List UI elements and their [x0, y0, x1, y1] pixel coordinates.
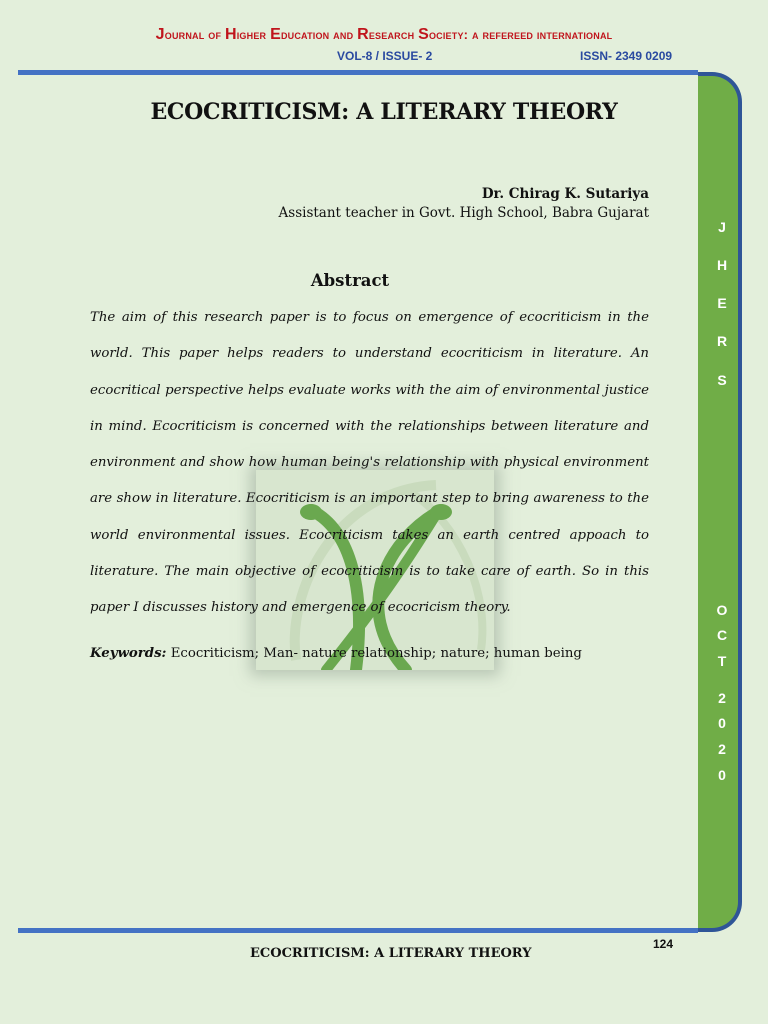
journal-title-part: J	[155, 26, 165, 43]
footer-running-title: ECOCRITICISM: A LITERARY THEORY	[250, 946, 532, 961]
journal-title-part: E	[270, 26, 281, 43]
side-letter: E	[717, 295, 727, 311]
footer-rule	[18, 928, 698, 933]
side-band	[698, 72, 742, 932]
side-letter: 2	[718, 690, 726, 706]
journal-title-part: R	[357, 26, 369, 43]
side-letter: S	[717, 372, 727, 388]
journal-title-part: ducation and	[280, 27, 358, 42]
page-number: 124	[653, 937, 674, 951]
abstract-heading: Abstract	[310, 271, 390, 290]
side-letter: C	[716, 627, 728, 643]
author-name: Dr. Chirag K. Sutariya	[481, 186, 649, 202]
keywords	[90, 646, 582, 661]
journal-title-part: ociety: a refereed international	[428, 27, 613, 42]
issn: ISSN- 2349 0209	[580, 49, 673, 63]
journal-title-part: H	[224, 26, 237, 43]
volume-issue: VOL-8 / ISSUE- 2	[337, 49, 433, 63]
side-letter: 0	[718, 715, 726, 731]
journal-title-part: ournal of	[164, 27, 225, 42]
header-rule	[18, 70, 698, 75]
keywords-text: Ecocriticism; Man- nature relationship; nature; human being	[166, 646, 582, 661]
journal-title-part: esearch	[368, 27, 419, 42]
side-letter: 0	[718, 767, 726, 783]
journal-title-part: igher	[236, 27, 271, 42]
side-letter: 2	[718, 741, 726, 757]
side-letter: H	[716, 257, 728, 273]
paper-title: ECOCRITICISM: A LITERARY THEORY	[150, 99, 618, 125]
author-affiliation: Assistant teacher in Govt. High School, Babra Gujarat	[278, 205, 649, 221]
abstract-text: The aim of this research paper is to focus on emergence of ecocriticism in the world. This paper helps readers to understand ecocriticism in literature. An ecocritical perspective helps evaluate works with the aim of environmental justice in mind. Ecocriticism is concerned with the relationships between literature and environment and show how human being's relationship with physical environment are show in literature. Ecocriticism is an important step to bring awareness to the world environmental issues. Ecocriticism takes an earth centred appoach to literature. The main objective of ecocriticism is to take care of earth. So in this paper I discusses history and emergence of ecocricism theory.	[90, 310, 649, 616]
side-letter: R	[716, 333, 728, 349]
side-letter: O	[716, 602, 728, 618]
keywords-label: Keywords:	[90, 646, 167, 661]
side-letter: J	[718, 219, 726, 235]
side-letter: T	[717, 653, 727, 669]
journal-title	[0, 26, 768, 44]
journal-title-part: S	[418, 26, 429, 43]
